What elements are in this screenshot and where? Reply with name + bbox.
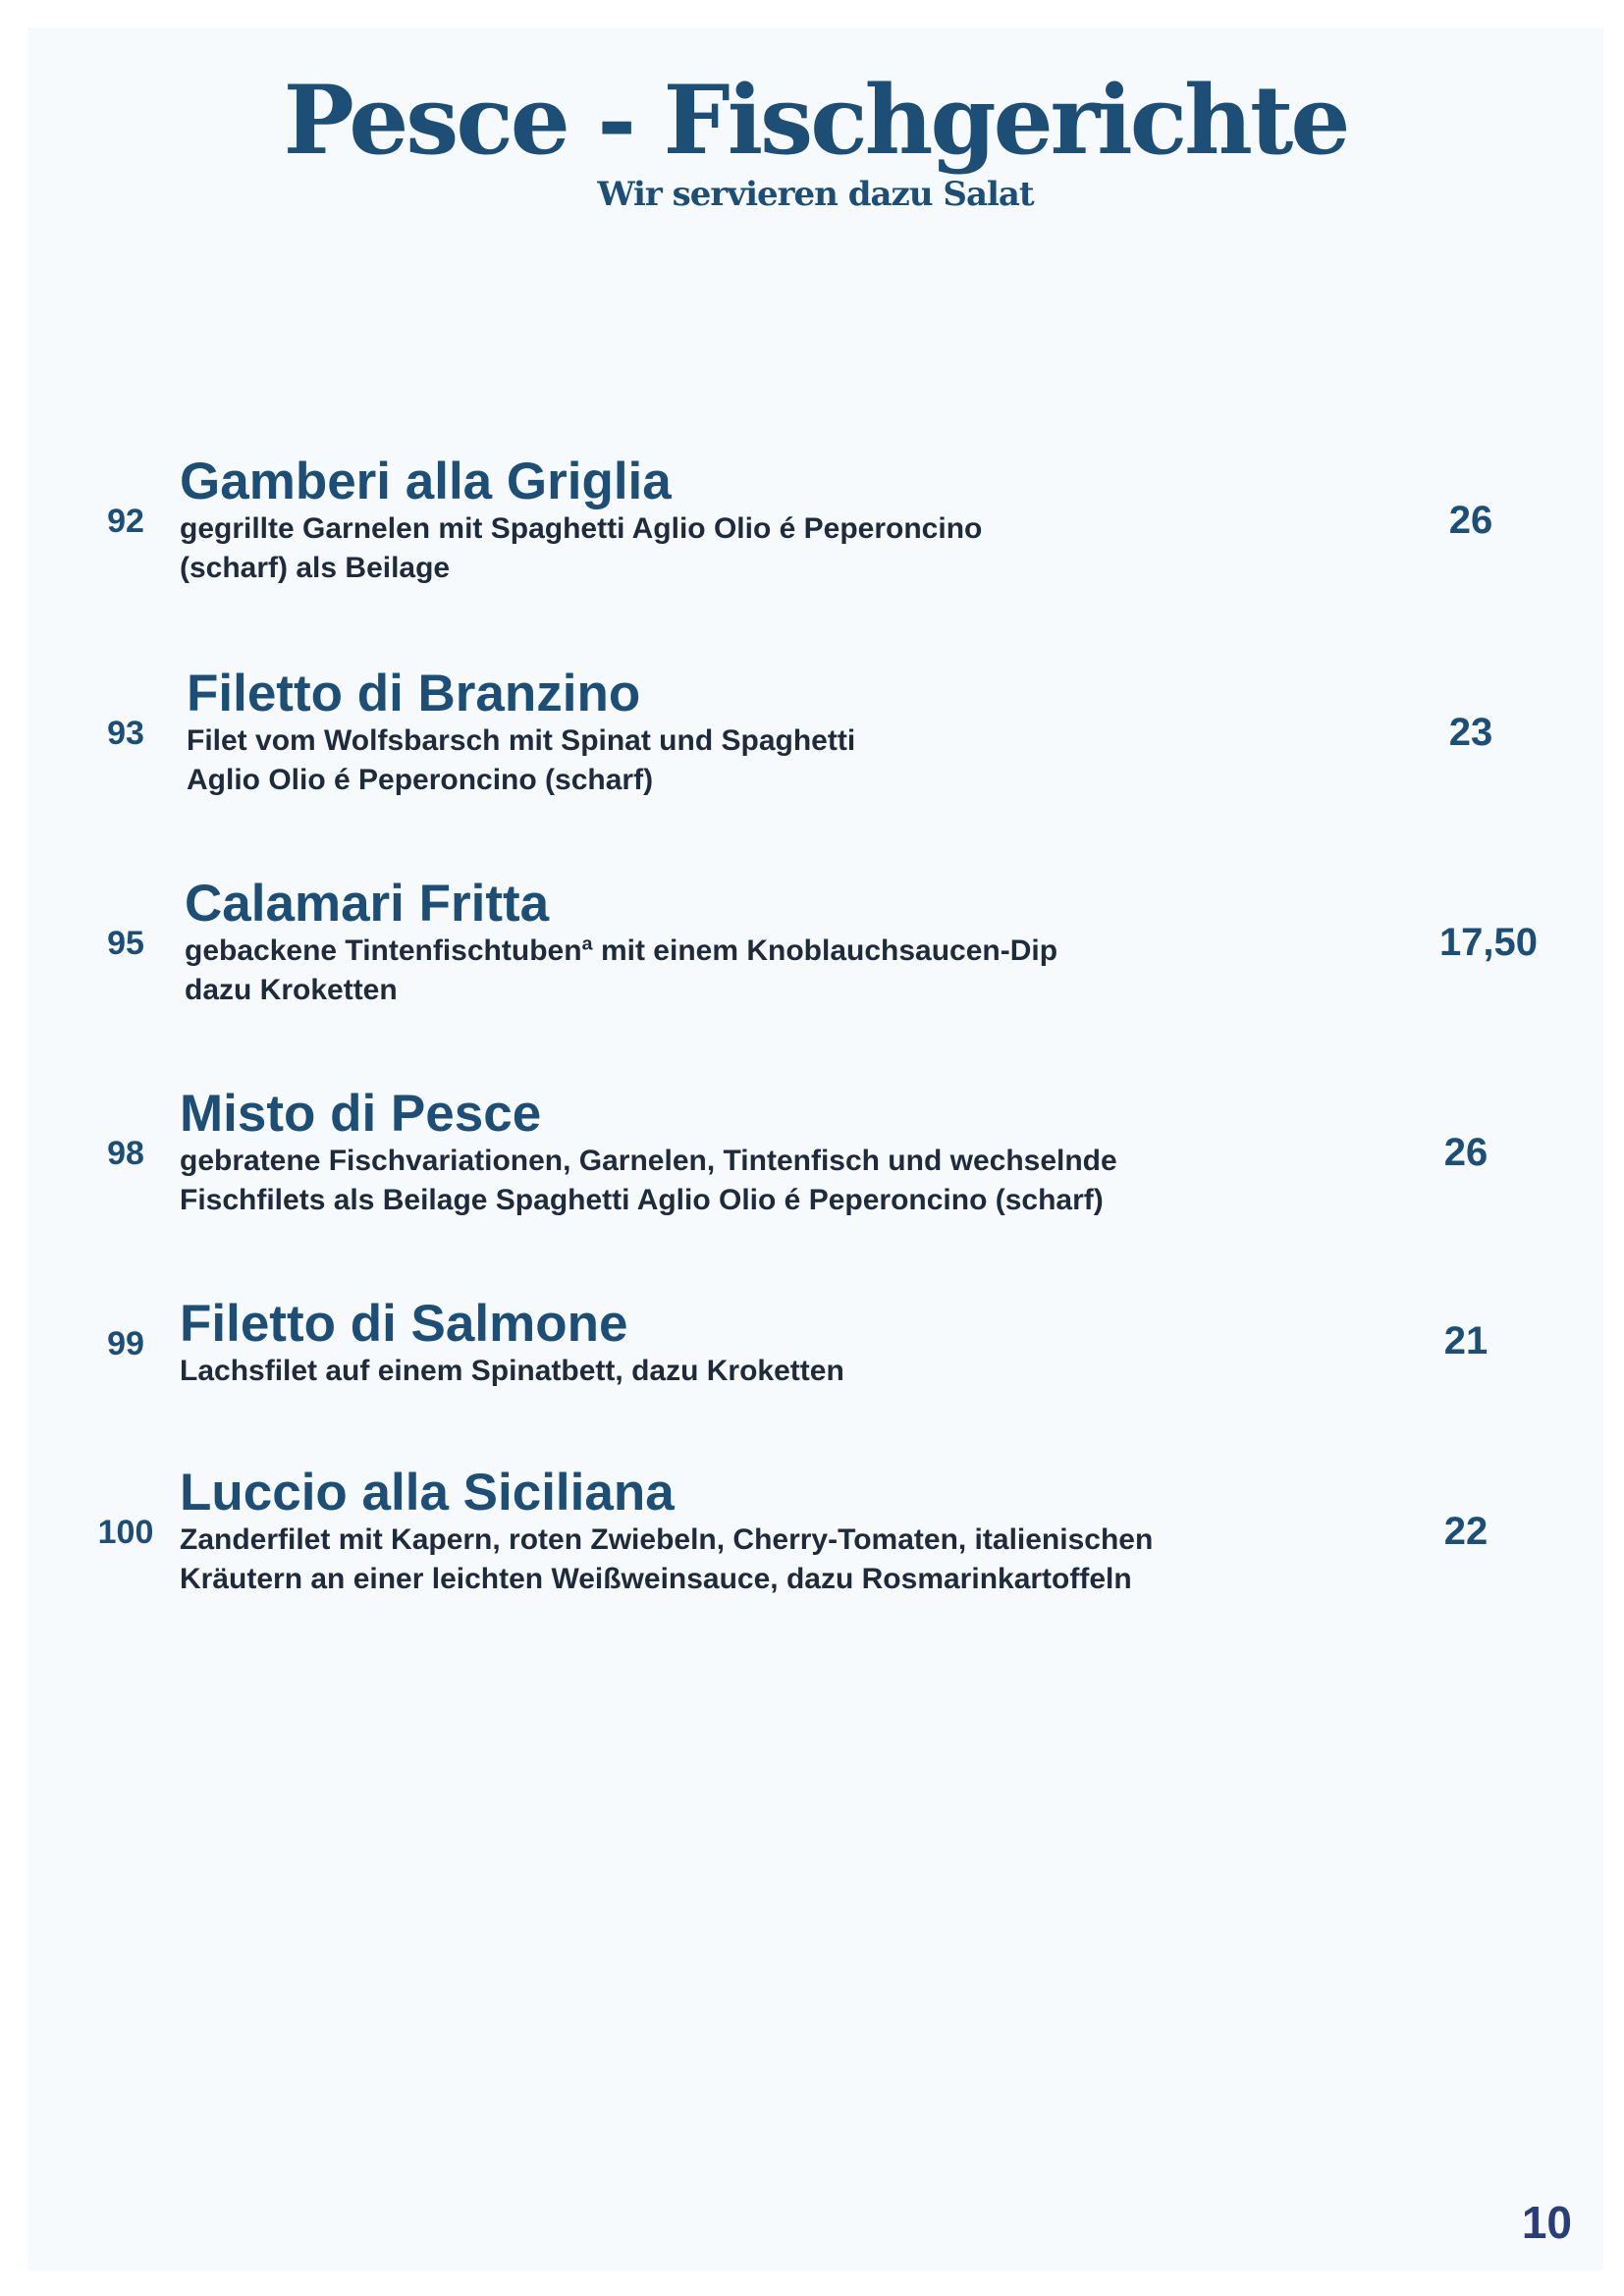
dish-description [180,1142,1117,1220]
dish-body [180,455,982,588]
dish-description-line: Aglio Olio é Peperoncino (scharf) [187,764,654,796]
dish-body [180,1464,1154,1599]
dish-price: 22 [1443,1510,1489,1553]
dish-number: 92 [107,503,144,540]
dish-description-line: gebackene Tintenfischtubenª mit einem Knoblauchsaucen-Dip [185,934,1058,967]
dish-price: 21 [1443,1319,1489,1362]
dish-item [27,1464,1603,1614]
dish-description-line: Fischfilets als Beilage Spaghetti Aglio Olio é Peperoncino (scharf) [180,1184,1104,1216]
dish-price: 26 [1448,499,1493,542]
dish-body [185,875,1058,1010]
dish-name: Calamari Fritta [185,875,550,933]
dish-price: 23 [1448,711,1493,754]
dish-price: 26 [1443,1131,1489,1174]
dish-body [187,667,855,800]
page-subtitle: Wir servieren dazu Salat [597,175,1034,214]
dish-description-line: (scharf) als Beilage [180,552,451,584]
page-number: 10 [1521,2197,1572,2248]
dish-name: Filetto di Branzino [187,665,641,722]
dish-description [185,932,1057,1010]
dish-item [27,875,1603,1025]
dish-description-line: dazu Kroketten [185,974,398,1006]
dish-description [180,1521,1153,1599]
dish-name: Filetto di Salmone [180,1295,628,1353]
dish-description [180,509,982,588]
dish-description [180,1352,844,1391]
dish-description-line: Zanderfilet mit Kapern, roten Zwiebeln, Cherry-Tomaten, italienischen [180,1523,1154,1556]
dish-name: Misto di Pesce [180,1085,542,1143]
dish-description-line: Lachsfilet auf einem Spinatbett, dazu Kroketten [180,1355,844,1387]
dish-number: 100 [97,1514,154,1551]
dish-description-line: Filet vom Wolfsbarsch mit Spinat und Spaghetti [187,724,856,757]
dish-body [180,1295,844,1391]
dish-number: 99 [107,1325,144,1362]
dish-description-line: gebratene Fischvariationen, Garnelen, Tintenfisch und wechselnde [180,1145,1117,1177]
dish-number: 98 [107,1135,144,1172]
dish-item [27,1295,1603,1445]
dish-item [27,667,1603,815]
dish-name: Gamberi alla Griglia [180,453,672,510]
dish-name: Luccio alla Siciliana [180,1464,675,1522]
dish-item [27,455,1603,603]
dish-price: 17,50 [1438,921,1539,964]
dish-body [180,1085,1117,1220]
dish-item [27,1085,1603,1235]
page-title: Pesce - Fischgerichte [283,65,1348,176]
menu-page [27,27,1603,2270]
dish-number: 95 [107,925,144,962]
dish-description-line: gegrillte Garnelen mit Spaghetti Aglio Olio é Peperoncino [180,512,983,545]
dish-description [187,721,855,800]
dish-description-line: Kräutern an einer leichten Weißweinsauce, dazu Rosmarinkartoffeln [180,1563,1132,1595]
dish-number: 93 [107,715,144,752]
